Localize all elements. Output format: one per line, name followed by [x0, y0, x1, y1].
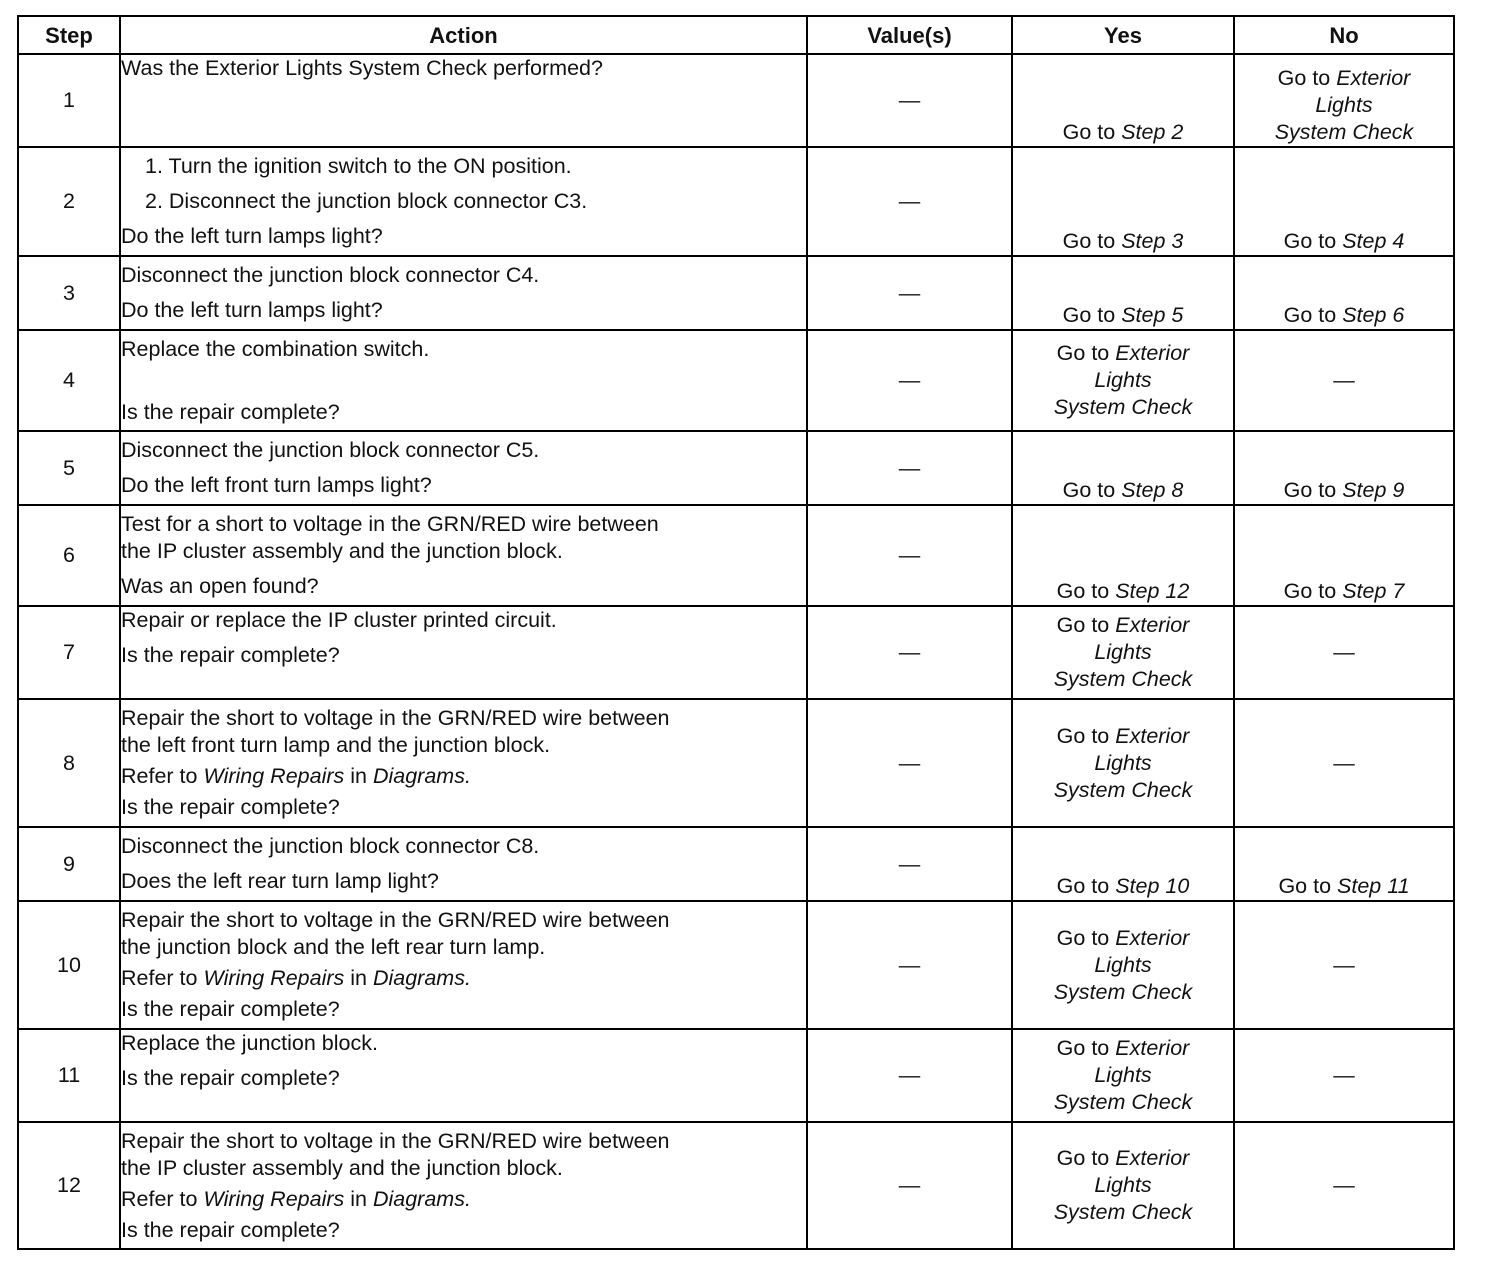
goto-text: Go to	[1278, 874, 1332, 898]
no-cell: —	[1234, 1029, 1454, 1122]
no-cell	[1234, 505, 1454, 606]
substep-2: 2. Disconnect the junction block connector C3.	[145, 189, 588, 213]
question-text: Is the repair complete?	[121, 643, 340, 667]
action-cell	[120, 1029, 807, 1122]
step-reference: Step 12	[1115, 579, 1190, 603]
action-cell	[120, 54, 807, 147]
table-row	[18, 256, 1454, 330]
goto-text: Go to	[1056, 613, 1110, 637]
in-text: in	[350, 966, 367, 990]
action-cell	[120, 147, 807, 256]
action-text: Disconnect the junction block connector C8.	[121, 834, 540, 858]
system-check-ref: System Check	[1053, 395, 1193, 419]
yes-cell	[1012, 505, 1234, 606]
in-text: in	[350, 764, 367, 788]
wiring-repairs-ref: Wiring Repairs	[203, 1186, 345, 1211]
action-text: Repair the short to voltage in the GRN/RED wire between	[121, 908, 670, 932]
action-text: the IP cluster assembly and the junction block.	[121, 1155, 563, 1180]
step-reference: Step 10	[1115, 874, 1190, 898]
action-cell	[120, 330, 807, 431]
step-number: 8	[18, 699, 120, 827]
no-cell	[1234, 431, 1454, 505]
step-number: 10	[18, 901, 120, 1029]
step-number: 9	[18, 827, 120, 901]
refer-text: Refer to	[121, 764, 198, 788]
lights-ref: Lights	[1094, 368, 1152, 392]
diagrams-ref: Diagrams.	[372, 966, 471, 990]
question-text: Do the left front turn lamps light?	[121, 473, 432, 497]
exterior-ref: Exterior	[1336, 66, 1411, 90]
goto-text: Go to	[1283, 229, 1337, 253]
no-cell: —	[1234, 699, 1454, 827]
question-text: Is the repair complete?	[121, 399, 340, 424]
substep-1: 1. Turn the ignition switch to the ON position.	[145, 154, 572, 178]
system-check-ref: System Check	[1053, 1200, 1193, 1224]
value-cell: —	[807, 699, 1012, 827]
no-cell: —	[1234, 1122, 1454, 1249]
goto-text: Go to	[1056, 723, 1110, 748]
step-reference: Step 7	[1342, 579, 1405, 603]
question-text: Is the repair complete?	[121, 795, 340, 819]
question-text: Do the left turn lamps light?	[121, 298, 383, 322]
action-cell	[120, 505, 807, 606]
value-cell: —	[807, 606, 1012, 699]
goto-text: Go to	[1283, 579, 1337, 603]
goto-text: Go to	[1056, 874, 1110, 898]
table-row	[18, 901, 1454, 1029]
system-check-ref: System Check	[1053, 1090, 1193, 1114]
no-cell: —	[1234, 901, 1454, 1029]
action-cell	[120, 606, 807, 699]
action-text: Repair the short to voltage in the GRN/RED wire between	[121, 706, 670, 730]
action-text: Repair the short to voltage in the GRN/RED wire between	[121, 1128, 670, 1153]
value-cell: —	[807, 256, 1012, 330]
question-text: Is the repair complete?	[121, 1217, 340, 1242]
diagnostic-table-container	[17, 15, 1455, 1250]
step-number: 11	[18, 1029, 120, 1122]
goto-text: Go to	[1062, 229, 1116, 253]
exterior-ref: Exterior	[1115, 341, 1190, 365]
table-row	[18, 1122, 1454, 1249]
step-number: 1	[18, 54, 120, 147]
action-text: Replace the combination switch.	[121, 336, 430, 361]
header-action: Action	[120, 16, 807, 54]
step-reference: Step 11	[1337, 874, 1410, 898]
header-step: Step	[18, 16, 120, 54]
refer-text: Refer to	[121, 1186, 198, 1211]
table-row	[18, 606, 1454, 699]
value-cell: —	[807, 505, 1012, 606]
step-number: 2	[18, 147, 120, 256]
action-cell	[120, 827, 807, 901]
value-cell: —	[807, 330, 1012, 431]
goto-text: Go to	[1277, 66, 1331, 90]
value-cell: —	[807, 147, 1012, 256]
goto-text: Go to	[1056, 1146, 1110, 1170]
action-text: the IP cluster assembly and the junction block.	[121, 539, 563, 563]
no-cell: —	[1234, 330, 1454, 431]
step-reference: Step 8	[1121, 478, 1184, 502]
step-number: 3	[18, 256, 120, 330]
value-cell: —	[807, 901, 1012, 1029]
goto-text: Go to	[1283, 303, 1337, 327]
yes-cell	[1012, 606, 1234, 699]
question-text: Is the repair complete?	[121, 997, 340, 1021]
step-reference: Step 2	[1121, 120, 1184, 144]
table-row	[18, 1029, 1454, 1122]
action-text: the left front turn lamp and the junction block.	[121, 733, 551, 757]
no-cell	[1234, 256, 1454, 330]
question-text: Does the left rear turn lamp light?	[121, 869, 439, 893]
action-text: Disconnect the junction block connector C5.	[121, 438, 540, 462]
step-reference: Step 9	[1342, 478, 1405, 502]
refer-line	[121, 763, 806, 790]
refer-line	[121, 1186, 806, 1213]
step-number: 4	[18, 330, 120, 431]
wiring-repairs-ref: Wiring Repairs	[203, 966, 345, 990]
action-text: Repair or replace the IP cluster printed circuit.	[121, 608, 557, 632]
table-row	[18, 431, 1454, 505]
table-row	[18, 699, 1454, 827]
system-check-ref: System Check	[1053, 667, 1193, 691]
value-cell: —	[807, 1029, 1012, 1122]
value-cell: —	[807, 431, 1012, 505]
table-row	[18, 54, 1454, 147]
table-row	[18, 330, 1454, 431]
no-cell	[1234, 827, 1454, 901]
in-text: in	[350, 1186, 367, 1211]
action-cell	[120, 1122, 807, 1249]
step-reference: Step 3	[1121, 229, 1184, 253]
goto-text: Go to	[1062, 478, 1116, 502]
system-check-ref: System Check	[1053, 777, 1193, 802]
system-check-ref: System Check	[1053, 979, 1193, 1004]
lights-ref: Lights	[1094, 1063, 1152, 1087]
step-number: 6	[18, 505, 120, 606]
lights-ref: Lights	[1094, 1173, 1152, 1197]
table-row	[18, 505, 1454, 606]
yes-cell	[1012, 330, 1234, 431]
header-yes: Yes	[1012, 16, 1234, 54]
yes-cell	[1012, 431, 1234, 505]
diagrams-ref: Diagrams.	[372, 764, 471, 788]
yes-cell	[1012, 901, 1234, 1029]
question-text: Was an open found?	[121, 574, 319, 598]
no-cell	[1234, 54, 1454, 147]
exterior-ref: Exterior	[1115, 1036, 1190, 1060]
system-check-ref: System Check	[1274, 120, 1414, 144]
header-values: Value(s)	[807, 16, 1012, 54]
question-text: Do the left turn lamps light?	[121, 224, 383, 248]
yes-cell	[1012, 699, 1234, 827]
goto-text: Go to	[1056, 925, 1110, 950]
exterior-ref: Exterior	[1115, 613, 1190, 637]
value-cell: —	[807, 827, 1012, 901]
diagrams-ref: Diagrams.	[372, 1186, 471, 1211]
yes-cell	[1012, 54, 1234, 147]
goto-text: Go to	[1056, 341, 1110, 365]
lights-ref: Lights	[1094, 750, 1152, 775]
exterior-ref: Exterior	[1115, 723, 1190, 748]
action-text: Was the Exterior Lights System Check performed?	[121, 56, 603, 80]
exterior-ref: Exterior	[1115, 1146, 1190, 1170]
step-reference: Step 5	[1121, 303, 1184, 327]
refer-text: Refer to	[121, 966, 198, 990]
yes-cell	[1012, 147, 1234, 256]
step-reference: Step 6	[1342, 303, 1405, 327]
yes-cell	[1012, 256, 1234, 330]
action-text: Test for a short to voltage in the GRN/RED wire between	[121, 512, 659, 536]
goto-text: Go to	[1062, 303, 1116, 327]
wiring-repairs-ref: Wiring Repairs	[203, 764, 345, 788]
goto-text: Go to	[1062, 120, 1116, 144]
header-no: No	[1234, 16, 1454, 54]
action-text: Disconnect the junction block connector C4.	[121, 263, 540, 287]
yes-cell	[1012, 1029, 1234, 1122]
table-row	[18, 147, 1454, 256]
lights-ref: Lights	[1315, 93, 1373, 117]
step-number: 5	[18, 431, 120, 505]
question-text: Is the repair complete?	[121, 1066, 340, 1090]
action-text: Replace the junction block.	[121, 1031, 378, 1055]
exterior-ref: Exterior	[1115, 925, 1190, 950]
action-cell	[120, 901, 807, 1029]
step-reference: Step 4	[1342, 229, 1405, 253]
yes-cell	[1012, 1122, 1234, 1249]
value-cell: —	[807, 54, 1012, 147]
goto-text: Go to	[1056, 1036, 1110, 1060]
lights-ref: Lights	[1094, 952, 1152, 977]
value-cell: —	[807, 1122, 1012, 1249]
yes-cell	[1012, 827, 1234, 901]
refer-line	[121, 965, 806, 992]
no-cell	[1234, 147, 1454, 256]
action-cell	[120, 699, 807, 827]
action-cell	[120, 431, 807, 505]
lights-ref: Lights	[1094, 640, 1152, 664]
goto-text: Go to	[1283, 478, 1337, 502]
table-row	[18, 827, 1454, 901]
diagnostic-table	[17, 15, 1455, 1250]
goto-text: Go to	[1056, 579, 1110, 603]
header-row	[18, 16, 1454, 54]
action-cell	[120, 256, 807, 330]
step-number: 7	[18, 606, 120, 699]
step-number: 12	[18, 1122, 120, 1249]
action-text: the junction block and the left rear turn lamp.	[121, 935, 546, 959]
no-cell: —	[1234, 606, 1454, 699]
